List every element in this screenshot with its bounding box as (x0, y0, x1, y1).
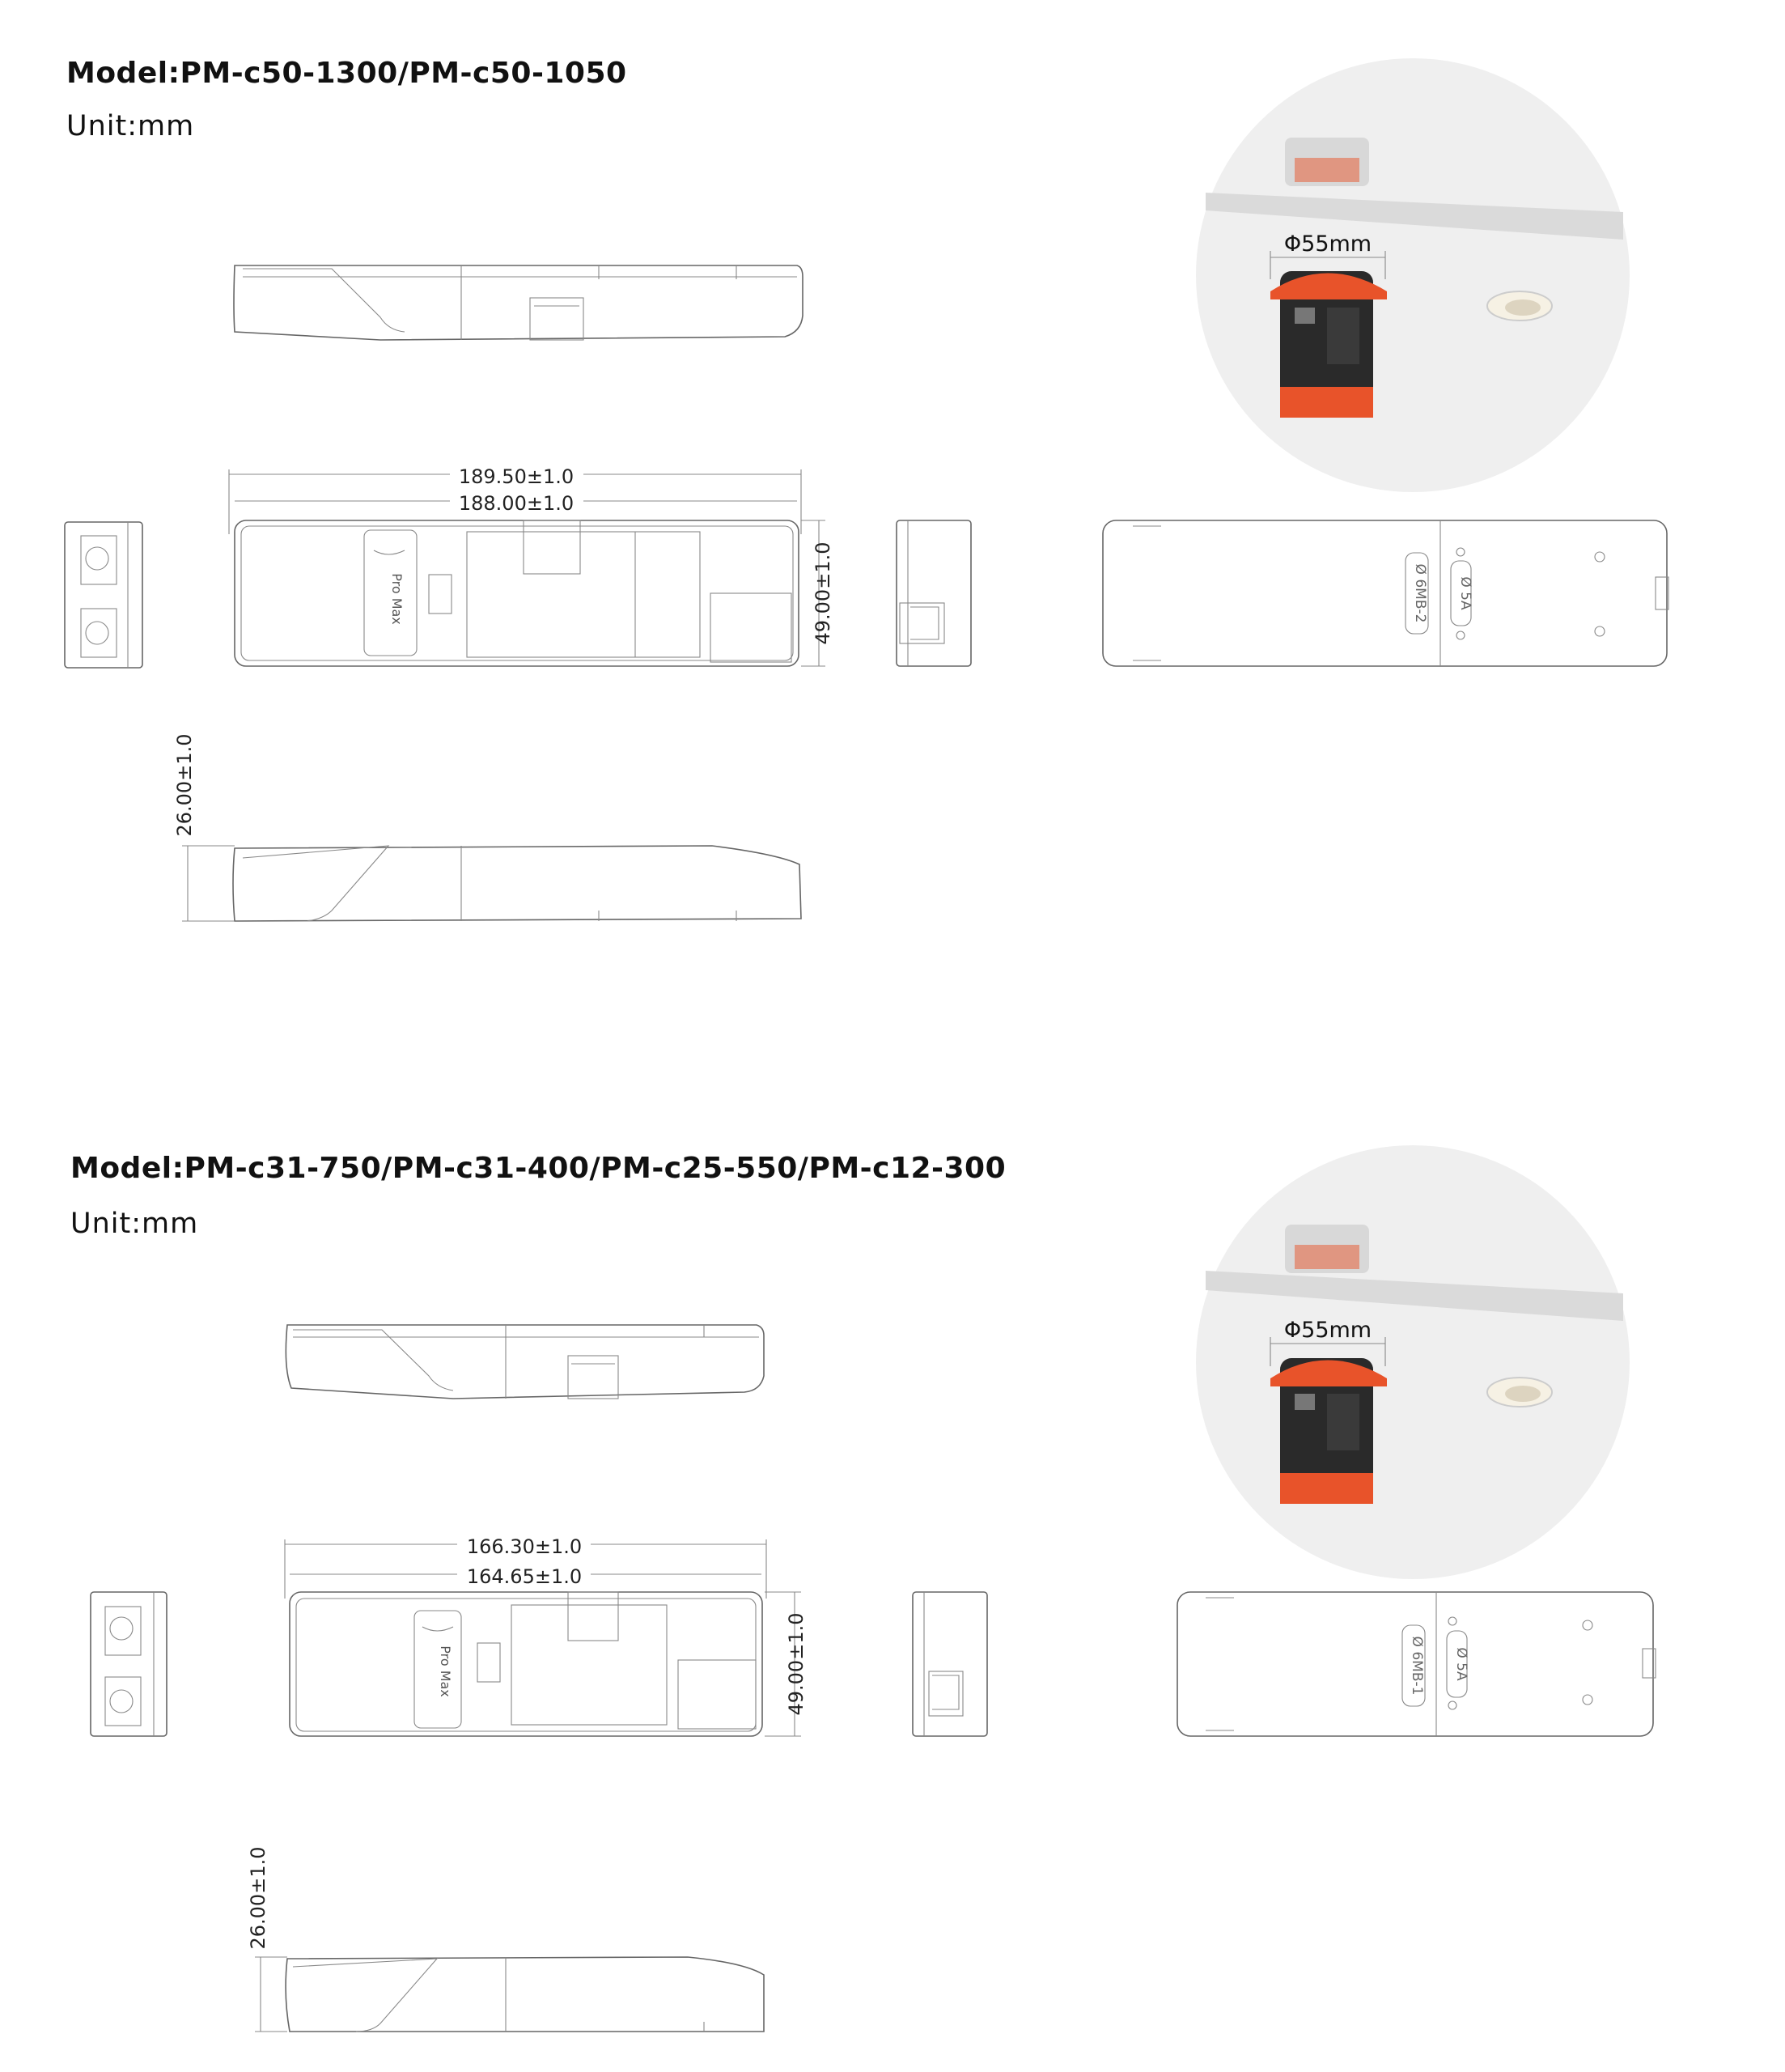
section1-top-side-view (234, 265, 803, 340)
section1-dim-height: 26.00±1.0 (173, 733, 196, 837)
section2-cutout-diameter: Φ55mm (1283, 1318, 1372, 1343)
section1-front-view (235, 520, 799, 666)
section2-top-side-view (286, 1325, 764, 1399)
section2-left-end-view (91, 1592, 167, 1736)
section1-brand-logo-text: Pro Max (389, 573, 405, 625)
section1-dim-outer-length: 189.50±1.0 (458, 465, 575, 488)
section1-cutout-diameter: Φ55mm (1283, 231, 1372, 257)
section2-front-view (290, 1592, 762, 1736)
section1-model-title: Model:PM-c50-1300/PM-c50-1050 (66, 57, 627, 90)
section2-drawings (91, 1145, 1656, 2032)
section2-model-title: Model:PM-c31-750/PM-c31-400/PM-c25-550/PM-c12-300 (70, 1152, 1007, 1185)
section2-cable-label-a: Ø 6MB-1 (1409, 1636, 1425, 1696)
section2-unit-label: Unit:mm (70, 1208, 199, 1240)
section1-length-dimensions (229, 461, 801, 534)
section2-length-dimensions (285, 1532, 766, 1599)
section1-bottom-view (1103, 520, 1668, 666)
section2-cable-label-b: Ø 5A (1453, 1647, 1469, 1681)
section1-unit-label: Unit:mm (66, 110, 195, 142)
section1-dim-inner-length: 188.00±1.0 (458, 492, 575, 515)
section1-cutout-photo (1196, 58, 1630, 492)
section2-dim-inner-length: 164.65±1.0 (466, 1565, 583, 1588)
section1-dim-width: 49.00±1.0 (812, 541, 834, 645)
section1-right-end-view (897, 520, 971, 666)
section2-dim-outer-length: 166.30±1.0 (466, 1535, 583, 1558)
section2-side-view (247, 1847, 764, 2032)
section1-side-view (173, 734, 801, 921)
section2-brand-logo-text: Pro Max (438, 1645, 453, 1697)
section1-drawings (65, 58, 1668, 921)
section1-width-dimension (801, 520, 834, 666)
section2-cutout-photo (1196, 1145, 1630, 1579)
section2-bottom-view (1177, 1592, 1656, 1736)
section2-dim-height: 26.00±1.0 (247, 1846, 269, 1950)
section2-right-end-view (913, 1592, 987, 1736)
section2-width-dimension (765, 1592, 808, 1736)
section1-left-end-view (65, 522, 142, 668)
section1-cable-label-b: Ø 5A (1457, 576, 1473, 610)
section1-cable-label-a: Ø 6MB-2 (1412, 563, 1428, 623)
section2-dim-width: 49.00±1.0 (785, 1612, 808, 1716)
